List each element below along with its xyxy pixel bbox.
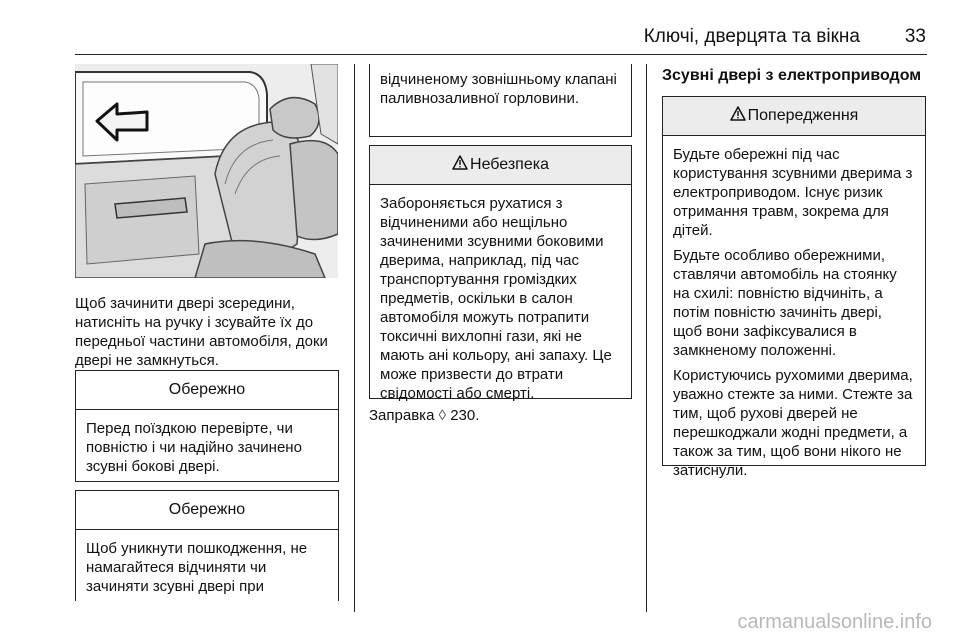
caution-heading-1: Обережно xyxy=(76,371,338,410)
warning-paragraph-3: Користуючись рухомими дверима, уважно стежте за ними. Стежте за тим, щоб рухові дверей не перешкоджали жодні предмети, а також за тим, щоб вони нікого не затиснули. xyxy=(673,367,913,479)
watermark: carmanualsonline.info xyxy=(737,611,932,633)
warning-box xyxy=(662,96,926,479)
warning-paragraph-1: Будьте обережні під час користування зсувними дверима з електроприводом. Існує ризик отримання травм, зокрема для дітей. xyxy=(673,146,913,239)
refuel-label: Заправка xyxy=(369,407,435,424)
warning-triangle-icon xyxy=(730,106,746,126)
danger-header xyxy=(370,146,631,185)
warning-body xyxy=(663,136,925,488)
close-door-paragraph: Щоб зачинити двері зсередини, натисніть на ручку і зсувайте їх до передньої частини автомобіля, доки двері не замкнуться. xyxy=(75,295,328,369)
danger-box xyxy=(369,145,632,402)
caution-box-1 xyxy=(75,370,339,482)
danger-heading: Небезпека xyxy=(470,156,549,173)
refuel-page-link[interactable]: 230. xyxy=(450,407,480,424)
caution-continued-text: відчиненому зовнішньому клапані паливнозаливної горловини. xyxy=(380,71,617,107)
page-number: 33 xyxy=(904,26,926,47)
caution-box-2 xyxy=(75,490,339,601)
warning-heading: Попередження xyxy=(747,107,859,124)
warning-paragraph-2: Будьте особливо обережними, ставлячи автомобіль на стоянку на схилі: повністю відчиніть, а потім повністю зачиніть двері, щоб вони зафіксувалися в замкненому положенні. xyxy=(673,247,897,359)
header-rule xyxy=(75,54,927,55)
column-divider-1 xyxy=(354,64,355,612)
section-title: Зсувні двері з електроприводом xyxy=(662,67,922,84)
danger-body: Забороняється рухатися з відчиненими або нещільно зачиненими зсувними боковими дверима, наприклад, під час транспортування громіздких предметів, оскільки в салон автомобіля можуть потрапити токсичні вихлопні гази, які не мають ані кольору, ані запаху. Це може призвести до втрати свідомості або смерті. xyxy=(380,195,612,402)
caution-body-2: Щоб уникнути пошкодження, не намагайтеся відчиняти чи зачиняти зсувні двері при xyxy=(86,540,308,595)
close-door-instruction xyxy=(75,294,340,370)
sliding-door-illustration xyxy=(75,64,338,278)
warning-triangle-icon xyxy=(452,155,468,175)
page-header-title: Ключі, дверцята та вікна xyxy=(643,26,860,47)
refuel-reference xyxy=(369,406,629,425)
warning-header xyxy=(663,97,925,136)
caution-body-1: Перед поїздкою перевірте, чи повністю і чи надійно зачинено зсувні бокові двері. xyxy=(86,420,302,475)
car-interior-drawing xyxy=(75,64,338,278)
page-reference-arrow-icon: ◊ xyxy=(438,407,447,424)
column-divider-2 xyxy=(646,64,647,612)
caution-box-2-continued xyxy=(369,64,632,137)
caution-heading-2: Обережно xyxy=(76,491,338,530)
